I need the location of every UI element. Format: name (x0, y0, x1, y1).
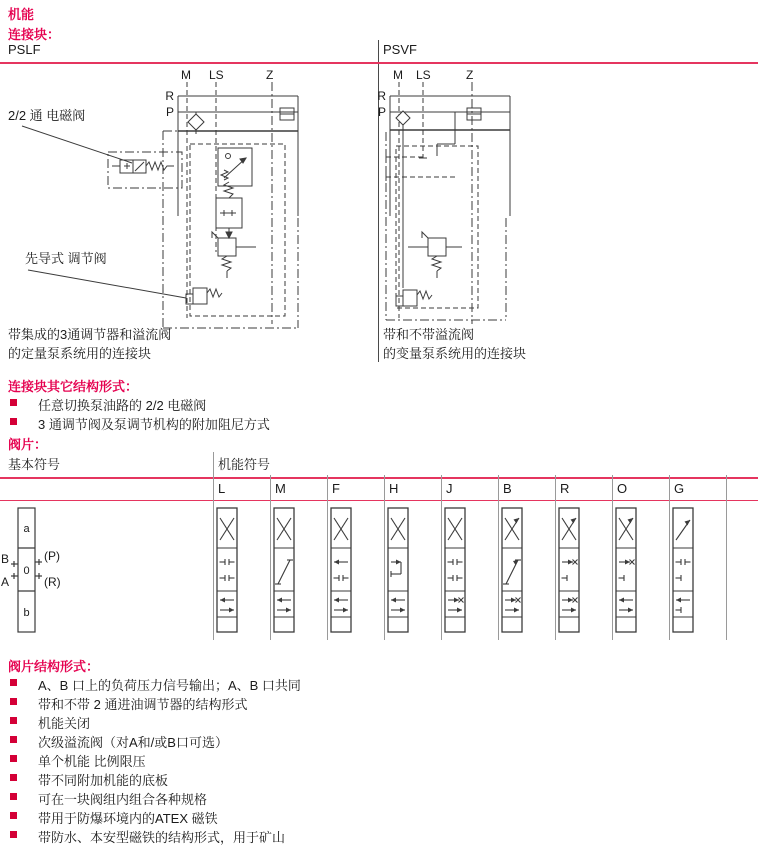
valve-forms-item: 带防水、本安型磁铁的结构形式，用于矿山 (10, 827, 285, 846)
bullet-square-icon (10, 774, 17, 781)
bullet-square-icon (10, 793, 17, 800)
bullet-square-icon (10, 831, 17, 838)
table-column-separator (498, 475, 499, 640)
basic-symbol-svg (0, 506, 80, 636)
bullet-square-icon (10, 812, 17, 819)
basic-symbol-port-b: B (0, 552, 9, 566)
function-symbol-svg-L (215, 506, 239, 634)
function-symbol-letter: L (218, 481, 226, 496)
table-rule-bottom (0, 500, 758, 501)
pslf-port-p: P (165, 105, 174, 119)
function-symbol-letter: R (560, 481, 570, 496)
top-rule (0, 62, 758, 64)
basic-symbol-a: a (23, 523, 30, 535)
bullet-square-icon (10, 399, 17, 406)
function-symbol-letter: H (389, 481, 399, 496)
bullet-square-icon (10, 418, 17, 425)
psvf-port-p: P (377, 105, 386, 119)
valve-forms-item: 带不同附加机能的底板 (10, 770, 168, 789)
table-column-separator (612, 475, 613, 640)
connection-block-diagrams-svg (0, 66, 758, 366)
page-title: 机能 (8, 7, 35, 22)
table-column-separator (270, 475, 271, 640)
psvf-port-m: M (393, 68, 403, 82)
table-column-separator (441, 475, 442, 640)
valve-forms-item: A、B 口上的负荷压力信号输出；A、B 口共同 (10, 675, 301, 694)
block-heading: 连接块： (8, 27, 61, 42)
basic-symbol-b: b (23, 607, 30, 619)
function-symbol-svg-J (443, 506, 467, 634)
other-forms-item: 任意切换泵油路的 2/2 电磁阀 (10, 395, 206, 414)
function-symbol-letter: B (503, 481, 512, 496)
psvf-port-r: R (377, 89, 386, 103)
pslf-caption-line2: 的定量泵系统用的连接块 (8, 346, 152, 361)
valve-forms-item: 带和不带 2 通进油调节器的结构形式 (10, 694, 247, 713)
annotation-solenoid: 2/2 通 电磁阀 (8, 108, 86, 123)
table-column-separator (669, 475, 670, 640)
pslf-port-r: R (165, 89, 174, 103)
function-symbol-letter: F (332, 481, 340, 496)
table-column-separator (384, 475, 385, 640)
bullet-square-icon (10, 698, 17, 705)
function-symbol-letter: O (617, 481, 628, 496)
other-forms-heading: 连接块其它结构形式： (8, 379, 139, 394)
psvf-port-ls: LS (416, 68, 431, 82)
psvf-caption-line2: 的变量泵系统用的连接块 (383, 346, 527, 361)
function-symbol-svg-R (557, 506, 581, 634)
bullet-square-icon (10, 736, 17, 743)
function-symbol-svg-B (500, 506, 524, 634)
table-column-separator (726, 475, 727, 640)
psvf-caption-line1: 带和不带溢流阀 (383, 327, 475, 342)
function-symbol-svg-F (329, 506, 353, 634)
function-symbol-svg-H (386, 506, 410, 634)
pslf-label: PSLF (8, 42, 41, 57)
bullet-square-icon (10, 679, 17, 686)
valve-forms-item: 带用于防爆环境内的ATEX 磁铁 (10, 808, 218, 827)
valve-forms-item: 次级溢流阀（对A和/或B口可选） (10, 732, 228, 751)
basic-symbol-port-p: (P) (44, 549, 60, 563)
function-symbol-svg-G (671, 506, 695, 634)
function-symbol-header: 机能符号 (218, 457, 271, 472)
valve-forms-item: 单个机能 比例限压 (10, 751, 146, 770)
valve-section-heading: 阀片： (8, 437, 48, 452)
valve-forms-heading: 阀片结构形式： (8, 659, 100, 674)
function-symbol-svg-M (272, 506, 296, 634)
annotation-pilot: 先导式 调节阀 (25, 251, 107, 266)
table-column-separator (555, 475, 556, 640)
basic-symbol-port-r: (R) (44, 575, 61, 589)
function-symbol-svg-O (614, 506, 638, 634)
valve-forms-item: 可在一块阀组内组合各种规格 (10, 789, 207, 808)
psvf-label: PSVF (383, 42, 417, 57)
bullet-square-icon (10, 717, 17, 724)
pslf-port-ls: LS (209, 68, 224, 82)
basic-symbol-header: 基本符号 (8, 457, 61, 472)
function-symbol-letter: M (275, 481, 286, 496)
pslf-port-m: M (181, 68, 191, 82)
basic-symbol-o: 0 (23, 565, 30, 577)
table-column-separator (213, 452, 214, 640)
function-symbol-letter: G (674, 481, 685, 496)
basic-symbol-port-a: A (0, 575, 9, 589)
table-rule-top (0, 477, 758, 479)
function-symbol-letter: J (446, 481, 453, 496)
valve-forms-item: 机能关闭 (10, 713, 90, 732)
other-forms-item: 3 通调节阀及泵调节机构的附加阻尼方式 (10, 414, 270, 433)
table-column-separator (327, 475, 328, 640)
pslf-port-z: Z (266, 68, 274, 82)
psvf-port-z: Z (466, 68, 474, 82)
pslf-caption-line1: 带集成的3通调节器和溢流阀 (8, 327, 172, 342)
bullet-square-icon (10, 755, 17, 762)
